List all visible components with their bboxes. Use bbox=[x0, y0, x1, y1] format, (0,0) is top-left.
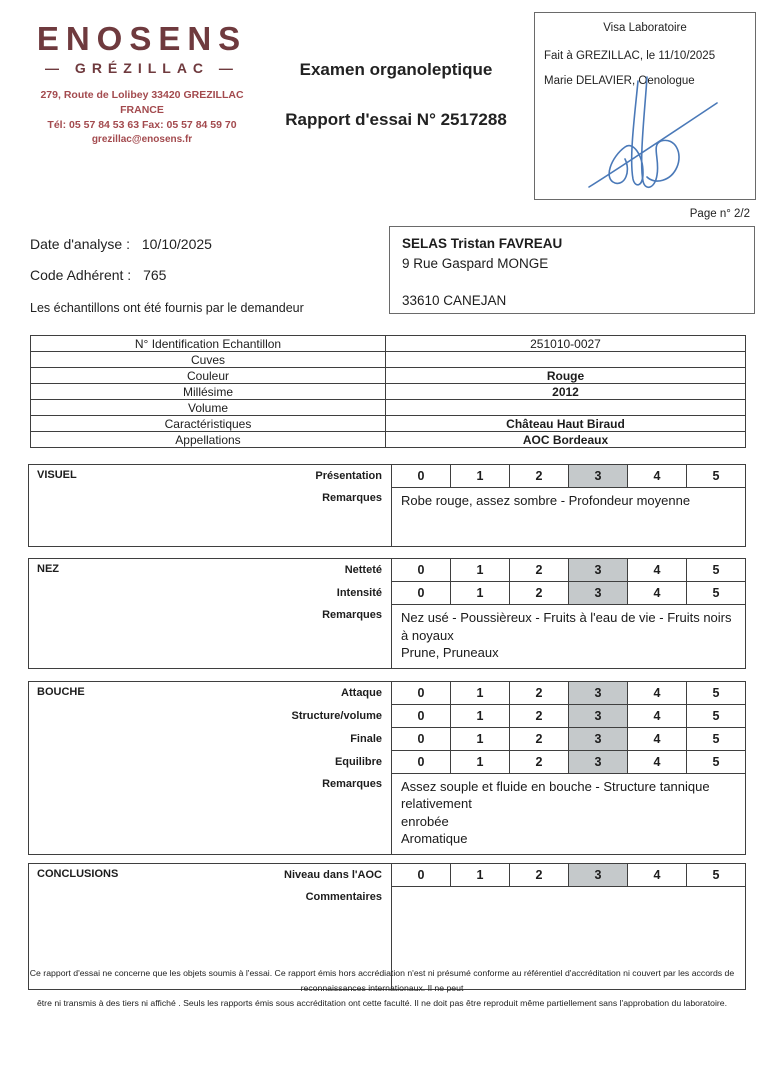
row-label: Couleur bbox=[31, 368, 386, 384]
score-cell-5: 5 bbox=[712, 731, 720, 746]
score-scale-row bbox=[392, 559, 745, 582]
score-cell-0: 0 bbox=[392, 582, 451, 604]
row-label: Millésime bbox=[31, 384, 386, 400]
score-scale-row bbox=[392, 728, 745, 751]
score-cell-1: 1 bbox=[451, 682, 510, 704]
criterion-label: Netteté bbox=[344, 564, 382, 576]
analysis-date-line bbox=[30, 236, 389, 252]
score-scale-row bbox=[392, 751, 745, 774]
remarks-label: Remarques bbox=[322, 777, 382, 790]
row-value bbox=[386, 352, 746, 368]
report-title: Examen organoleptique bbox=[299, 60, 493, 79]
score-cell-1: 1 bbox=[451, 705, 510, 727]
table-row bbox=[31, 384, 746, 400]
member-code-value: 765 bbox=[143, 267, 167, 283]
score-cell-4: 4 bbox=[628, 864, 687, 886]
table-row bbox=[31, 432, 746, 448]
table-row bbox=[31, 368, 746, 384]
member-code-label: Code Adhérent : bbox=[30, 267, 132, 283]
disclaimer-line: Ce rapport d'essai ne concerne que les objets soumis à l'essai. Ce rapport émis hors accrédiation n'est ni présumé conforme au référentiel d'accréditation ni couvert par les accords de reconnaissances internationaux. Il ne peut bbox=[29, 968, 735, 994]
section-bouche bbox=[28, 681, 746, 855]
section-title: VISUEL bbox=[37, 469, 77, 481]
score-cell-2: 2 bbox=[510, 682, 569, 704]
score-cell-3-selected: 3 bbox=[569, 864, 628, 886]
score-cell-5: 5 bbox=[712, 867, 720, 882]
score-cell-0: 0 bbox=[392, 705, 451, 727]
score-cell-3-selected: 3 bbox=[569, 728, 628, 750]
table-row bbox=[31, 400, 746, 416]
lab-address bbox=[26, 88, 258, 148]
remarks-line: Aromatique bbox=[401, 831, 468, 847]
criterion-label: Attaque bbox=[341, 686, 382, 699]
criterion-label: Equilibre bbox=[334, 755, 382, 768]
score-cell-4: 4 bbox=[628, 682, 687, 704]
score-cell-2: 2 bbox=[510, 864, 569, 886]
section-nez bbox=[28, 558, 746, 669]
criterion-label: Structure/volume bbox=[291, 709, 382, 722]
lab-phone-fax: Tél: 05 57 84 53 63 Fax: 05 57 84 59 70 bbox=[47, 119, 237, 132]
score-cell-4: 4 bbox=[628, 559, 687, 581]
score-cell-2: 2 bbox=[510, 465, 569, 487]
visa-title: Visa Laboratoire bbox=[603, 22, 687, 34]
lab-logo bbox=[26, 12, 258, 200]
row-label: Cuves bbox=[31, 352, 386, 368]
page-number: Page n° 2/2 bbox=[689, 208, 750, 220]
score-cell-4: 4 bbox=[628, 582, 687, 604]
remarks-line: enrobée bbox=[401, 813, 449, 829]
section-visuel-scores bbox=[391, 465, 745, 546]
row-label: N° Identification Echantillon bbox=[31, 336, 386, 352]
visa-signatory: Marie DELAVIER, Oenologue bbox=[544, 75, 695, 87]
score-cell-2: 2 bbox=[510, 751, 569, 773]
score-cell-3-selected: 3 bbox=[569, 705, 628, 727]
score-cell-1: 1 bbox=[451, 582, 510, 604]
row-value: Rouge bbox=[386, 368, 746, 384]
section-bouche-scores bbox=[391, 682, 745, 854]
section-visuel bbox=[28, 464, 746, 547]
row-label: Appellations bbox=[31, 432, 386, 448]
report-title-block bbox=[258, 12, 534, 200]
table-row bbox=[31, 416, 746, 432]
row-label: Volume bbox=[31, 400, 386, 416]
score-cell-3-selected: 3 bbox=[569, 465, 628, 487]
recipient-city: 33610 CANEJAN bbox=[402, 293, 507, 309]
lab-address-country: FRANCE bbox=[120, 103, 164, 116]
score-cell-5: 5 bbox=[712, 563, 720, 577]
score-cell-4: 4 bbox=[628, 751, 687, 773]
row-value: 251010-0027 bbox=[386, 336, 746, 352]
section-nez-scores bbox=[391, 559, 745, 668]
criterion-label: Intensité bbox=[336, 587, 382, 599]
score-cell-1: 1 bbox=[451, 465, 510, 487]
score-cell-4: 4 bbox=[628, 728, 687, 750]
row-value: AOC Bordeaux bbox=[386, 432, 746, 448]
remarks-label: Remarques bbox=[322, 609, 382, 621]
score-cell-3-selected: 3 bbox=[569, 559, 628, 581]
remarks-text bbox=[392, 488, 745, 546]
score-scale-row bbox=[392, 682, 745, 705]
lab-address-street: 279, Route de Lolibey 33420 GREZILLAC bbox=[40, 88, 244, 101]
report-number: Rapport d'essai N° 2517288 bbox=[285, 110, 507, 129]
row-label: Caractéristiques bbox=[31, 416, 386, 432]
score-cell-2: 2 bbox=[510, 728, 569, 750]
row-value: Château Haut Biraud bbox=[386, 416, 746, 432]
score-scale-row bbox=[392, 465, 745, 488]
score-cell-4: 4 bbox=[628, 705, 687, 727]
remarks-line: Robe rouge, assez sombre - Profondeur moyenne bbox=[401, 493, 691, 508]
score-cell-5: 5 bbox=[712, 469, 720, 483]
lab-email: grezillac@enosens.fr bbox=[91, 134, 193, 146]
remarks-text bbox=[392, 774, 745, 854]
score-cell-1: 1 bbox=[451, 728, 510, 750]
score-cell-0: 0 bbox=[392, 751, 451, 773]
score-cell-0: 0 bbox=[392, 682, 451, 704]
analysis-info bbox=[0, 226, 389, 315]
score-cell-2: 2 bbox=[510, 705, 569, 727]
criterion-label: Niveau dans l'AOC bbox=[284, 868, 382, 881]
visa-laboratoire-box bbox=[534, 12, 756, 200]
score-cell-2: 2 bbox=[510, 559, 569, 581]
score-cell-5: 5 bbox=[712, 708, 720, 723]
member-code-line bbox=[30, 267, 389, 283]
analysis-date-value: 10/10/2025 bbox=[141, 236, 212, 252]
remarks-line: Assez souple et fluide en bouche - Structure tannique relativement bbox=[401, 778, 710, 812]
score-cell-3-selected: 3 bbox=[569, 682, 628, 704]
remarks-label: Remarques bbox=[322, 492, 382, 504]
lab-brand-name: ENOSENS bbox=[36, 20, 248, 57]
remarks-label: Commentaires bbox=[305, 890, 382, 903]
score-cell-5: 5 bbox=[712, 685, 720, 700]
section-title: CONCLUSIONS bbox=[37, 867, 119, 880]
score-cell-5: 5 bbox=[712, 754, 720, 769]
score-cell-3-selected: 3 bbox=[569, 582, 628, 604]
score-cell-5: 5 bbox=[712, 586, 720, 600]
section-title: NEZ bbox=[37, 563, 59, 575]
recipient-street: 9 Rue Gaspard MONGE bbox=[402, 255, 549, 271]
legal-disclaimer bbox=[0, 966, 764, 1012]
sample-identification-table bbox=[30, 335, 746, 448]
section-nez-labels bbox=[29, 559, 391, 668]
criterion-label: Finale bbox=[350, 732, 382, 745]
score-cell-0: 0 bbox=[392, 559, 451, 581]
recipient-address-box bbox=[389, 226, 755, 314]
section-bouche-labels bbox=[29, 682, 391, 854]
score-cell-0: 0 bbox=[392, 465, 451, 487]
row-value bbox=[386, 400, 746, 416]
score-cell-1: 1 bbox=[451, 559, 510, 581]
table-row bbox=[31, 336, 746, 352]
score-cell-0: 0 bbox=[392, 864, 451, 886]
samples-provided-note: Les échantillons ont été fournis par le demandeur bbox=[30, 301, 304, 315]
score-cell-4: 4 bbox=[628, 465, 687, 487]
signature-icon bbox=[581, 75, 721, 196]
remarks-line: Prune, Pruneaux bbox=[401, 645, 499, 661]
section-title: BOUCHE bbox=[37, 685, 85, 698]
disclaimer-line: être ni transmis à des tiers ni affiché . Seuls les rapports émis sous accréditation ont cette faculté. Il ne doit pas être reproduit même partiellement sans l'approbation du laboratoire. bbox=[36, 998, 728, 1009]
score-cell-2: 2 bbox=[510, 582, 569, 604]
section-visuel-labels bbox=[29, 465, 391, 546]
report-header bbox=[0, 0, 764, 200]
table-row bbox=[31, 352, 746, 368]
visa-place-date: Fait à GREZILLAC, le 11/10/2025 bbox=[544, 50, 716, 62]
lab-brand-location: — GRÉZILLAC — bbox=[45, 59, 239, 76]
remarks-line: Nez usé - Poussièreux - Fruits à l'eau de vie - Fruits noirs à noyaux bbox=[401, 610, 732, 643]
info-row bbox=[0, 226, 764, 315]
score-scale-row bbox=[392, 705, 745, 728]
score-scale-row bbox=[392, 864, 745, 887]
score-cell-0: 0 bbox=[392, 728, 451, 750]
score-cell-1: 1 bbox=[451, 751, 510, 773]
score-cell-1: 1 bbox=[451, 864, 510, 886]
remarks-text bbox=[392, 605, 745, 668]
score-scale-row bbox=[392, 582, 745, 605]
row-value: 2012 bbox=[386, 384, 746, 400]
analysis-date-label: Date d'analyse : bbox=[30, 236, 130, 252]
recipient-name: SELAS Tristan FAVREAU bbox=[402, 236, 563, 251]
criterion-label: Présentation bbox=[315, 470, 382, 482]
score-cell-3-selected: 3 bbox=[569, 751, 628, 773]
